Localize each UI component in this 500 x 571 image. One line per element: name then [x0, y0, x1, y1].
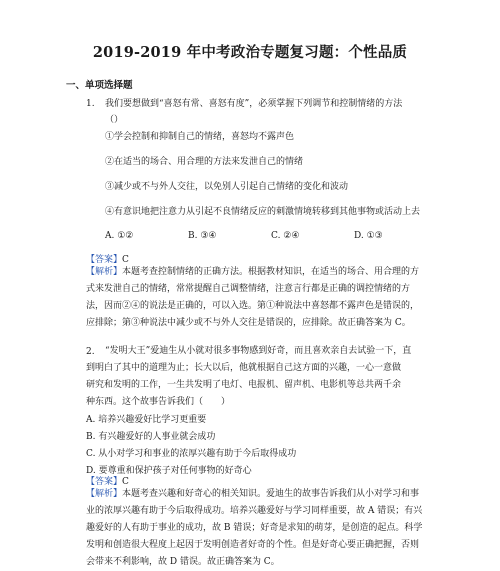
question-2-options [86, 412, 296, 480]
analysis-tag: 【解析】 [86, 489, 123, 499]
analysis-line: 发明和创造很大程度上起因于发明创造者好奇的个性。但是好奇心要正确把握，否则 [86, 540, 420, 550]
question-number: 2. [86, 347, 95, 357]
question-1-options [105, 228, 437, 244]
statement-4: ④有意识地把注意力从引起不良情绪反应的刺激情境转移到其他事物或活动上去 [105, 207, 421, 217]
analysis-tag: 【解析】 [86, 267, 123, 277]
option-d: D. 要尊重和保护孩子对任何事物的好奇心 [86, 466, 252, 476]
option-c: C. 从小对学习和事业的浓厚兴趣有助于今后取得成功 [86, 449, 297, 459]
document-title: 2019-2019 年中考政治专题复习题：个性品质 [92, 44, 408, 61]
answer-tag: 【答案】 [86, 255, 123, 265]
question-2-stem-cont [86, 360, 401, 411]
question-1-analysis [86, 264, 419, 332]
analysis-line: 法，因而②④的说法是正确的，可以入选。第①种说法中喜怒都不露声色是错误的， [86, 301, 420, 311]
stem-line: 种东西。这个故事告诉我们（ ） [86, 397, 231, 407]
answer-value: C [122, 477, 129, 487]
analysis-line: 【解析】本题考查控制情绪的正确方法。根据教材知识，在适当的场合、用合理的方 [86, 267, 420, 277]
option-a: A. 培养兴趣爱好比学习更重要 [86, 415, 207, 425]
question-1-stem [105, 96, 402, 128]
question-1-statements [105, 125, 420, 225]
statement-2: ②在适当的场合、用合理的方法来发泄自己的情绪 [105, 157, 304, 167]
option-b: B. 有兴趣爱好的人事业就会成功 [86, 432, 216, 442]
question-number: 1. [86, 99, 95, 109]
stem-line: “发明大王”爱迪生从小就对很多事物感到好奇，而且喜欢亲自去试验一下，直 [105, 346, 412, 356]
section-heading: 一、单项选择题 [66, 80, 133, 91]
question-2-analysis [86, 486, 422, 571]
stem-line: 到明白了其中的道理为止；长大以后，他就根据自己这方面的兴趣，一心一意做 [86, 363, 402, 373]
analysis-line: 应排除；第③种说法中减少或不与外人交往是错误的，应排除。故正确答案为 C。 [86, 318, 411, 328]
stem-line: 研究和发明的工作，一生共发明了电灯、电报机、留声机、电影机等总共两千余 [86, 380, 402, 390]
question-2-stem [105, 343, 411, 360]
option-c: C. ②④ [271, 231, 300, 241]
statement-1: ①学会控制和抑制自己的情绪，喜怒均不露声色 [105, 132, 295, 142]
option-a: A. ①② [105, 231, 134, 241]
stem-line: （） [105, 115, 124, 125]
answer-value: C [122, 255, 129, 265]
answer-tag: 【答案】 [86, 477, 123, 487]
analysis-line: 式来发泄自己的情绪，常常提醒自己调整情绪，注意言行都是正确的调控情绪的方 [86, 284, 411, 294]
analysis-line: 会带来不利影响，故 D 错误。故正确答案为 C。 [86, 557, 280, 567]
analysis-line: 【解析】本题考查兴趣和好奇心的相关知识。爱迪生的故事告诉我们从小对学习和事 [86, 489, 420, 499]
analysis-line: 趣爱好的人有助于事业的成功，故 B 错误；好奇是求知的萌芽，是创造的起点。科学 [86, 523, 423, 533]
analysis-line: 业的浓厚兴趣有助于今后取得成功。培养兴趣爱好与学习同样重要，故 A 错误；有兴 [86, 506, 423, 516]
option-d: D. ①③ [354, 231, 383, 241]
stem-line: 我们要想做到“喜怒有常、喜怒有度”，必须掌握下列调节和控制情绪的方法 [105, 99, 403, 109]
statement-3: ③减少或不与外人交往，以免别人引起自己情绪的变化和波动 [105, 182, 349, 192]
option-b: B. ③④ [188, 231, 217, 241]
